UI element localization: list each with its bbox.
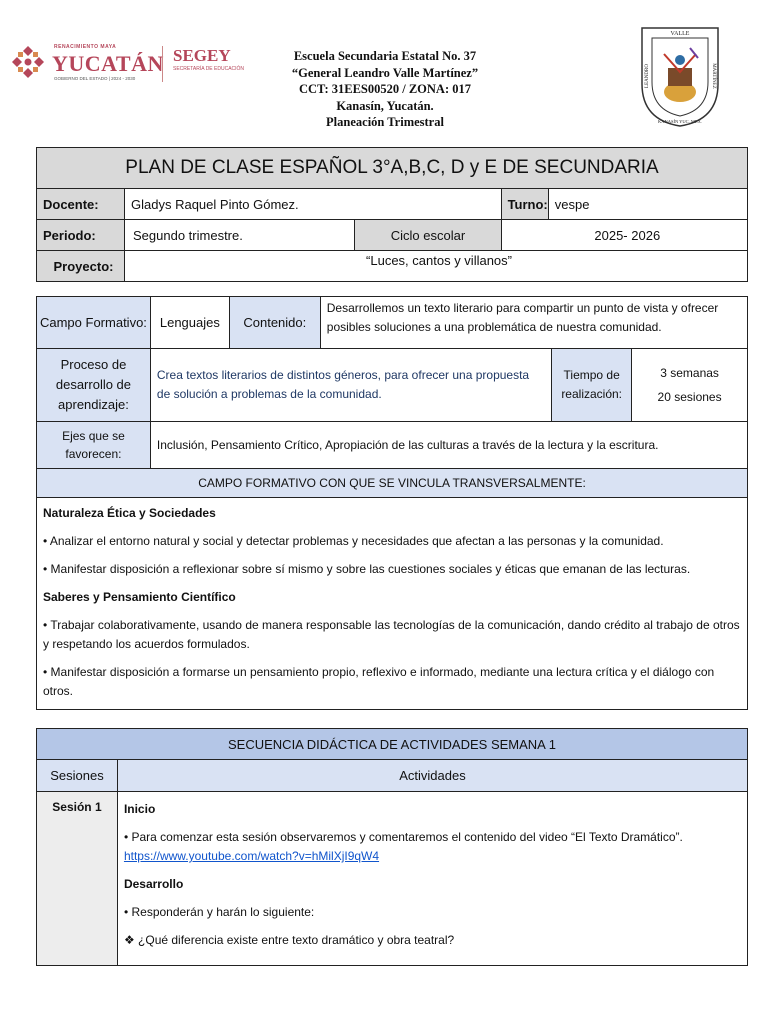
- tiempo-value: [632, 349, 748, 422]
- ciclo-value: 2025- 2026: [501, 220, 747, 251]
- sesiones-header: Sesiones: [37, 760, 118, 792]
- question-item: ❖ ¿Qué diferencia existe entre texto dramático y obra teatral?: [123, 933, 455, 947]
- school-info: [270, 48, 500, 131]
- proceso-value: Crea textos literarios de distintos géneros, para ofrecer una propuesta de solución a problemas de la comunidad.: [150, 349, 551, 422]
- proyecto-label: Proyecto:: [37, 251, 125, 282]
- segey-logo: [162, 46, 262, 82]
- yucatan-name: YUCATÁN: [52, 51, 164, 76]
- periodo-label: Periodo:: [37, 220, 125, 251]
- school-line: CCT: 31EES00520 / ZONA: 017: [298, 82, 471, 96]
- tiempo-sesiones: 20 sesiones: [657, 390, 722, 404]
- shield-top-text: VALLE: [670, 31, 690, 37]
- vinculo-title: CAMPO FORMATIVO CON QUE SE VINCULA TRANSVERSALMENTE:: [37, 469, 748, 498]
- naturaleza-title: Naturaleza Ética y Sociedades: [43, 506, 216, 520]
- campo-label: Campo Formativo:: [37, 297, 151, 349]
- school-line: Planeación Trimestral: [326, 115, 444, 129]
- inicio-paragraph: [124, 828, 741, 866]
- saberes-item: • Manifestar disposición a formarse un pensamiento propio, reflexivo e informado, mediante una lectura crítica y el diálogo con otros.: [43, 665, 715, 698]
- ciclo-label: Ciclo escolar: [355, 220, 501, 251]
- campo-value: Lenguajes: [150, 297, 229, 349]
- inicio-heading: Inicio: [123, 802, 156, 816]
- docente-value: Gladys Raquel Pinto Gómez.: [125, 189, 502, 220]
- shield-bottom-text: KANASÍN YUC. MEX.: [657, 119, 703, 124]
- docente-label: Docente:: [37, 189, 125, 220]
- turno-label: Turno:: [501, 189, 548, 220]
- saberes-title: Saberes y Pensamiento Científico: [43, 590, 236, 604]
- ejes-value: Inclusión, Pensamiento Crítico, Apropiación de las culturas a través de la lectura y la escritura.: [150, 422, 747, 469]
- sequence-title: SECUENCIA DIDÁCTICA DE ACTIVIDADES SEMANA 1: [37, 729, 748, 760]
- school-line: Escuela Secundaria Estatal No. 37: [293, 49, 477, 63]
- vinculo-body: [37, 498, 748, 710]
- ejes-label: Ejes que se favorecen:: [37, 422, 151, 469]
- yucatan-tagline: RENACIMIENTO MAYA: [54, 44, 117, 50]
- desarrollo-heading: Desarrollo: [123, 877, 184, 891]
- proceso-label: Proceso de desarrollo de aprendizaje:: [37, 349, 151, 422]
- segey-sub: SECRETARÍA DE EDUCACIÓN: [173, 66, 245, 72]
- naturaleza-item: • Analizar el entorno natural y social y detectar problemas y necesidades que afectan a las personas y la comunidad.: [43, 534, 664, 548]
- desarrollo-text: • Responderán y harán lo siguiente:: [123, 905, 315, 919]
- school-shield-icon: [638, 24, 722, 128]
- yucatan-logo: [10, 42, 170, 84]
- school-line: Kanasín, Yucatán.: [336, 98, 434, 113]
- tiempo-label: Tiempo de realización:: [552, 349, 632, 422]
- session-activities: [117, 792, 747, 966]
- tiempo-semanas: 3 semanas: [660, 366, 719, 380]
- video-link[interactable]: https://www.youtube.com/watch?v=hMilXjI9qW4: [123, 849, 380, 863]
- saberes-item: • Trabajar colaborativamente, usando de manera responsable las tecnologías de la comunicación, dando crédito al trabajo de otros y respetando los acuerdos formulados.: [43, 618, 740, 651]
- turno-value: vespe: [548, 189, 747, 220]
- plan-title: PLAN DE CLASE ESPAÑOL 3°A,B,C, D y E DE SECUNDARIA: [37, 148, 748, 189]
- yucatan-sub: GOBIERNO DEL ESTADO | 2024 - 2030: [54, 76, 136, 81]
- plan-info-table: [36, 147, 748, 282]
- school-line: “General Leandro Valle Martínez”: [291, 65, 479, 80]
- document-header: [0, 0, 768, 140]
- actividades-header: Actividades: [117, 760, 747, 792]
- contenido-value: Desarrollemos un texto literario para compartir un punto de vista y ofrecer posibles soluciones a una problemática de nuestra comunidad.: [320, 297, 747, 349]
- naturaleza-item: • Manifestar disposición a reflexionar sobre sí mismo y sobre las cuestiones sociales y éticas que emanan de las lecturas.: [43, 562, 691, 576]
- contenido-label: Contenido:: [229, 297, 320, 349]
- session-label: Sesión 1: [37, 792, 118, 966]
- inicio-text: • Para comenzar esta sesión observaremos y comentaremos el contenido del video “El Texto Dramático”.: [123, 830, 683, 844]
- shield-right-text: MARTÍNEZ: [711, 63, 716, 89]
- periodo-value: Segundo trimestre.: [125, 220, 355, 251]
- maya-flower-icon: [10, 44, 46, 80]
- segey-name: SEGEY: [173, 46, 231, 65]
- proyecto-value: “Luces, cantos y villanos”: [125, 251, 748, 282]
- sequence-table: [36, 728, 748, 966]
- details-table: [36, 296, 748, 710]
- shield-left-text: LEANDRO: [645, 64, 650, 88]
